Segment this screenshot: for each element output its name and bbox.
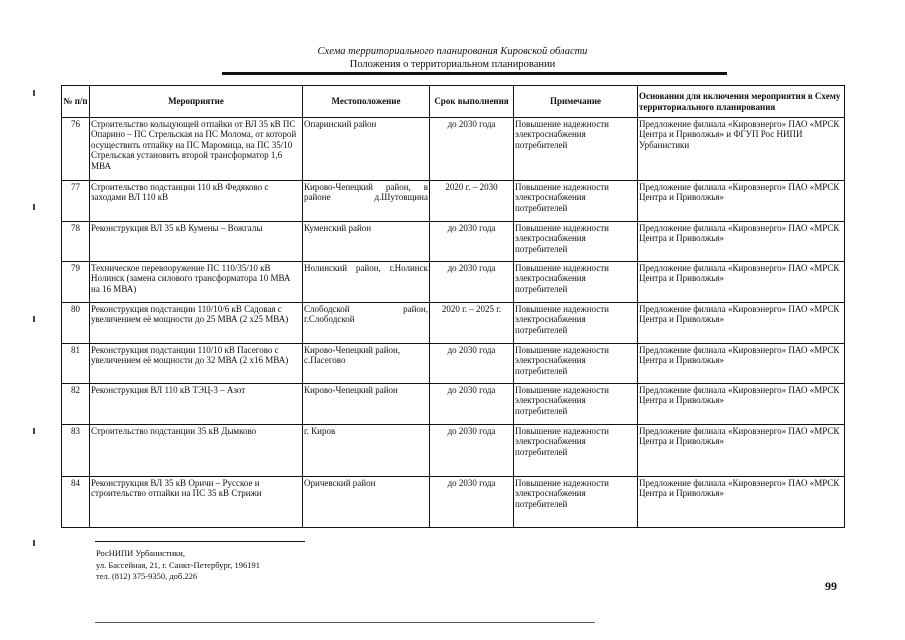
table-row bbox=[62, 181, 845, 222]
footer-address: ул. Бассейная, 21, г. Санкт-Петербург, 196191 bbox=[96, 560, 260, 570]
header-num: № п/п bbox=[62, 86, 90, 118]
cell-location: Опаринский район bbox=[303, 118, 430, 181]
cell-num: 81 bbox=[62, 344, 90, 384]
cell-location: Нолинский район, г.Нолинск bbox=[303, 262, 430, 303]
cell-location: Кирово-Чепецкий район, с.Пасегово bbox=[303, 344, 430, 384]
cell-note: Повышение надежности электроснабжения потребителей bbox=[514, 425, 638, 477]
cell-num: 77 bbox=[62, 181, 90, 222]
header-location: Местоположение bbox=[303, 86, 430, 118]
margin-mark bbox=[33, 316, 35, 322]
margin-mark bbox=[33, 204, 35, 210]
cell-note: Повышение надежности электроснабжения потребителей bbox=[514, 384, 638, 425]
cell-basis: Предложение филиала «Кировэнерго» ПАО «МРСК Центра и Приволжья» и ФГУП Рос НИПИ Урбанистики bbox=[638, 118, 845, 181]
measures-table bbox=[61, 85, 845, 528]
cell-event: Техническое перевооружение ПС 110/35/10 кВ Нолинск (замена силового трансформатора 10 МВА на 16 МВА) bbox=[90, 262, 303, 303]
table-row bbox=[62, 222, 845, 262]
table-row bbox=[62, 425, 845, 477]
table-row bbox=[62, 262, 845, 303]
header-rule bbox=[222, 72, 727, 75]
cell-location: Оричевский район bbox=[303, 477, 430, 528]
cell-deadline: до 2030 года bbox=[430, 118, 514, 181]
table-row bbox=[62, 384, 845, 425]
cell-location: г. Киров bbox=[303, 425, 430, 477]
cell-num: 78 bbox=[62, 222, 90, 262]
cell-deadline: до 2030 года bbox=[430, 384, 514, 425]
cell-event: Реконструкция подстанции 110/10/6 кВ Садовая с увеличением её мощности до 25 МВА (2 х25 МВА) bbox=[90, 303, 303, 344]
cell-location: Слободской район, г.Слободской bbox=[303, 303, 430, 344]
cell-deadline: до 2030 года bbox=[430, 425, 514, 477]
table-header-row bbox=[62, 86, 845, 118]
table-row bbox=[62, 303, 845, 344]
cell-deadline: 2020 г. – 2030 bbox=[430, 181, 514, 222]
table-row bbox=[62, 118, 845, 181]
cell-event: Реконструкция ВЛ 110 кВ ТЭЦ-3 – Азот bbox=[90, 384, 303, 425]
cell-basis: Предложение филиала «Кировэнерго» ПАО «МРСК Центра и Приволжья» bbox=[638, 303, 845, 344]
cell-event: Строительство подстанции 110 кВ Федяково с заходами ВЛ 110 кВ bbox=[90, 181, 303, 222]
document-subtitle: Положения о территориальном планировании bbox=[349, 59, 556, 70]
footer-phone: тел. (812) 375-9350, доб.226 bbox=[96, 571, 198, 581]
cell-deadline: до 2030 года bbox=[430, 262, 514, 303]
cell-basis: Предложение филиала «Кировэнерго» ПАО «МРСК Центра и Приволжья» bbox=[638, 425, 845, 477]
cell-num: 83 bbox=[62, 425, 90, 477]
cell-location: Кирово-Чепецкий район, в районе д.Шутовщина bbox=[303, 181, 430, 222]
cell-basis: Предложение филиала «Кировэнерго» ПАО «МРСК Центра и Приволжья» bbox=[638, 477, 845, 528]
table-row bbox=[62, 477, 845, 528]
cell-num: 76 bbox=[62, 118, 90, 181]
cell-note: Повышение надежности электроснабжения потребителей bbox=[514, 262, 638, 303]
cell-event: Реконструкция ВЛ 35 кВ Кумены – Вожгалы bbox=[90, 222, 303, 262]
cell-note: Повышение надежности электроснабжения потребителей bbox=[514, 303, 638, 344]
cell-deadline: до 2030 года bbox=[430, 344, 514, 384]
cell-location: Куменский район bbox=[303, 222, 430, 262]
cell-note: Повышение надежности электроснабжения потребителей bbox=[514, 344, 638, 384]
cell-note: Повышение надежности электроснабжения потребителей bbox=[514, 477, 638, 528]
header-note: Примечание bbox=[514, 86, 638, 118]
cell-basis: Предложение филиала «Кировэнерго» ПАО «МРСК Центра и Приволжья» bbox=[638, 344, 845, 384]
cell-note: Повышение надежности электроснабжения потребителей bbox=[514, 118, 638, 181]
cell-note: Повышение надежности электроснабжения потребителей bbox=[514, 222, 638, 262]
header-basis: Основания для включения мероприятия в Схему территориального планирования bbox=[638, 86, 845, 118]
cell-basis: Предложение филиала «Кировэнерго» ПАО «МРСК Центра и Приволжья» bbox=[638, 181, 845, 222]
cell-event: Реконструкция ВЛ 35 кВ Оричи – Русское и строительство отпайки на ПС 35 кВ Стрижи bbox=[90, 477, 303, 528]
margin-mark bbox=[33, 540, 35, 546]
cell-location: Кирово-Чепецкий район bbox=[303, 384, 430, 425]
document-title: Схема территориального планирования Кировской области bbox=[317, 46, 588, 57]
cell-basis: Предложение филиала «Кировэнерго» ПАО «МРСК Центра и Приволжья» bbox=[638, 262, 845, 303]
footer-rule bbox=[95, 541, 305, 542]
cell-num: 84 bbox=[62, 477, 90, 528]
table-row bbox=[62, 344, 845, 384]
page-number: 99 bbox=[825, 579, 837, 593]
cell-deadline: 2020 г. – 2025 г. bbox=[430, 303, 514, 344]
cell-deadline: до 2030 года bbox=[430, 477, 514, 528]
cell-num: 80 bbox=[62, 303, 90, 344]
cell-event: Строительство кольцующей отпайки от ВЛ 35 кВ ПС Опарино – ПС Стрельская на ПС Молома, от которой осуществить отпайку на ПС Маромица, на ПС 35/10 Стрельская установить второй трансформатор 1,6 МВА bbox=[90, 118, 303, 181]
margin-mark bbox=[33, 90, 35, 96]
cell-deadline: до 2030 года bbox=[430, 222, 514, 262]
cell-num: 82 bbox=[62, 384, 90, 425]
header-deadline: Срок выполнения bbox=[430, 86, 514, 118]
cell-event: Строительство подстанции 35 кВ Дымково bbox=[90, 425, 303, 477]
cell-basis: Предложение филиала «Кировэнерго» ПАО «МРСК Центра и Приволжья» bbox=[638, 384, 845, 425]
header-event: Мероприятие bbox=[90, 86, 303, 118]
cell-num: 79 bbox=[62, 262, 90, 303]
bottom-rule bbox=[95, 622, 595, 623]
cell-basis: Предложение филиала «Кировэнерго» ПАО «МРСК Центра и Приволжья» bbox=[638, 222, 845, 262]
margin-mark bbox=[33, 428, 35, 434]
cell-note: Повышение надежности электроснабжения потребителей bbox=[514, 181, 638, 222]
footer-org: РосНИПИ Урбанистики, bbox=[96, 548, 185, 558]
cell-event: Реконструкция подстанции 110/10 кВ Пасегово с увеличением её мощности до 32 МВА (2 х16 МВА) bbox=[90, 344, 303, 384]
